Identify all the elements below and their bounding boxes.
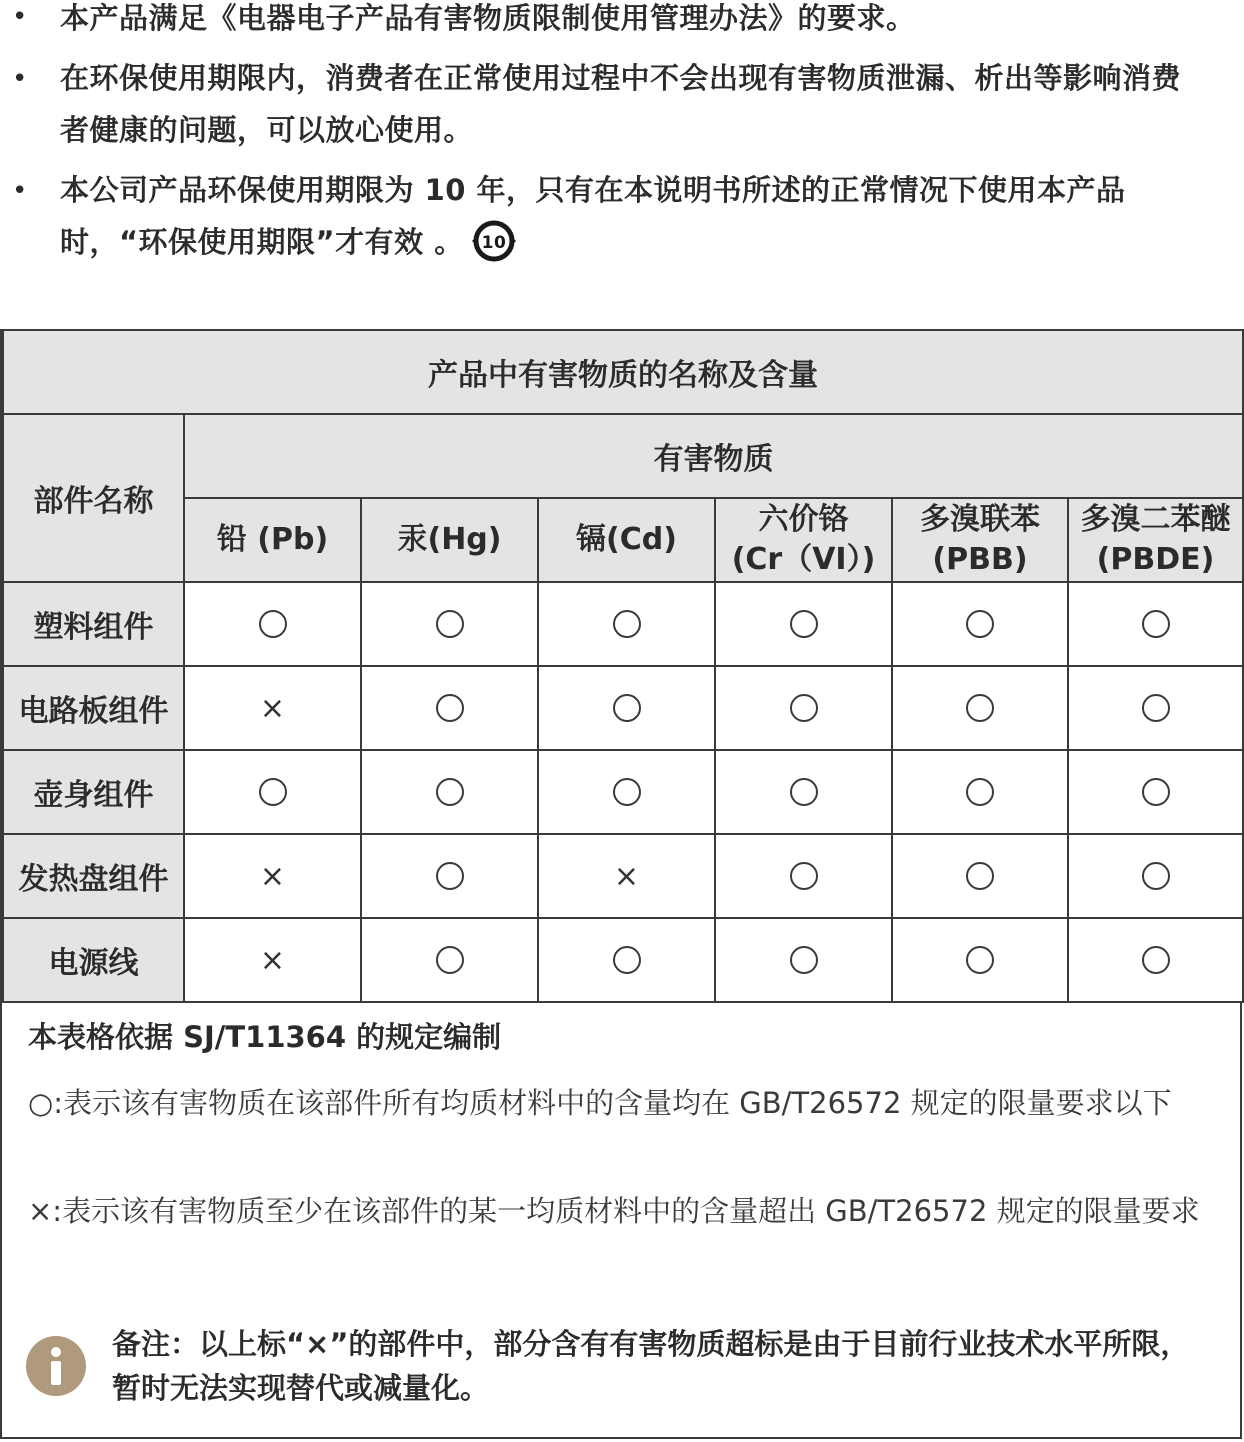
substance-mark-cell (1069, 835, 1244, 919)
remark-note: 备注：以上标“×”的部件中，部分含有有害物质超标是由于目前行业技术水平所限，暂时无法实现替代或减量化。 (112, 1327, 1190, 1405)
substance-mark-cell (716, 919, 893, 1003)
substance-header-mercury (362, 499, 539, 583)
substance-name: 镉(Cd) (576, 522, 677, 557)
statement-text: 本产品满足《电器电子产品有害物质限制使用管理办法》的要求。 (60, 1, 916, 35)
environmental-protection-period-icon (468, 218, 520, 264)
substance-mark-cell (539, 667, 716, 751)
compliant-circle-mark (436, 694, 464, 722)
substance-mark-cell (893, 751, 1069, 835)
bullet-dot: • (12, 176, 28, 206)
substance-header-chromium-vi (716, 499, 893, 583)
substance-mark-cell (362, 583, 539, 667)
compliant-circle-mark (790, 862, 818, 890)
env-icon-label: 10 (481, 233, 507, 253)
substance-mark-cell (716, 835, 893, 919)
compliant-circle-mark (966, 610, 994, 638)
compliant-circle-mark (259, 610, 287, 638)
cross-mark-legend: ×:表示该有害物质至少在该部件的某一均质材料中的含量超出 GB/T26572 规定的限量要求 (28, 1194, 1200, 1228)
compliant-circle-mark (1142, 778, 1170, 806)
bullet-dot: • (12, 2, 28, 32)
compliant-circle-mark (613, 694, 641, 722)
substance-mark-cell (716, 667, 893, 751)
compliant-circle-mark (1142, 610, 1170, 638)
substance-formula: (PBDE) (1096, 542, 1215, 577)
substance-name: 汞(Hg) (397, 522, 502, 557)
substance-mark-cell (1069, 667, 1244, 751)
bullet-dot: • (12, 64, 28, 94)
substance-mark-cell (185, 751, 362, 835)
substance-header-pbb (893, 499, 1069, 583)
part-name-header: 部件名称 (2, 415, 185, 583)
substance-mark-cell (539, 751, 716, 835)
hazardous-substance-header: 有害物质 (185, 415, 1244, 499)
substance-formula: (PBB) (932, 542, 1028, 577)
compliant-circle-mark (436, 778, 464, 806)
compliant-circle-mark (1142, 862, 1170, 890)
circle-mark-legend: ○:表示该有害物质在该部件所有均质材料中的含量均在 GB/T26572 规定的限量要求以下 (28, 1086, 1172, 1120)
part-name-cell: 电源线 (2, 919, 185, 1003)
info-icon (26, 1336, 86, 1396)
substance-mark-cell (362, 919, 539, 1003)
compliant-circle-mark (790, 946, 818, 974)
exceeds-cross-mark: × (259, 858, 286, 894)
substance-mark-cell (893, 919, 1069, 1003)
substance-name: 多溴联苯 (920, 502, 1040, 537)
substance-mark-cell (185, 667, 362, 751)
exceeds-cross-mark: × (259, 942, 286, 978)
compliant-circle-mark (966, 946, 994, 974)
substance-mark-cell (362, 667, 539, 751)
substance-mark-cell (539, 835, 716, 919)
substance-mark-cell (1069, 751, 1244, 835)
compliant-circle-mark (966, 862, 994, 890)
statement-text: 在环保使用期限内，消费者在正常使用过程中不会出现有害物质泄漏、析出等影响消费者健康的问题，可以放心使用。 (60, 61, 1182, 147)
compliant-circle-mark (1142, 694, 1170, 722)
substance-mark-cell (362, 751, 539, 835)
substance-mark-cell (893, 583, 1069, 667)
hazardous-substance-table (0, 329, 1242, 1439)
substance-name: 铅 (Pb) (216, 522, 329, 557)
standard-basis-note: 本表格依据 SJ/T11364 的规定编制 (28, 1020, 502, 1054)
exceeds-cross-mark: × (259, 690, 286, 726)
substance-mark-cell (1069, 919, 1244, 1003)
substance-mark-cell (362, 835, 539, 919)
part-name-cell: 发热盘组件 (2, 835, 185, 919)
part-name-cell: 电路板组件 (2, 667, 185, 751)
table-title: 产品中有害物质的名称及含量 (2, 329, 1244, 415)
substance-mark-cell (716, 751, 893, 835)
compliant-circle-mark (259, 778, 287, 806)
compliant-circle-mark (436, 946, 464, 974)
substance-mark-cell (893, 667, 1069, 751)
substance-header-pbde (1069, 499, 1244, 583)
substance-mark-cell (185, 583, 362, 667)
compliant-circle-mark (966, 694, 994, 722)
statement-text (60, 164, 1210, 268)
substance-name: 六价铬 (758, 502, 849, 537)
compliant-circle-mark (790, 610, 818, 638)
substance-mark-cell (185, 919, 362, 1003)
compliant-circle-mark (613, 778, 641, 806)
substance-header-lead (185, 499, 362, 583)
compliant-circle-mark (436, 862, 464, 890)
substance-mark-cell (1069, 583, 1244, 667)
compliant-circle-mark (966, 778, 994, 806)
exceeds-cross-mark: × (613, 858, 640, 894)
substance-mark-cell (539, 919, 716, 1003)
compliant-circle-mark (790, 694, 818, 722)
substance-name: 多溴二苯醚 (1080, 502, 1231, 537)
substance-mark-cell (893, 835, 1069, 919)
substance-mark-cell (539, 583, 716, 667)
part-name-cell: 壶身组件 (2, 751, 185, 835)
substance-formula: (Cr（VI）) (731, 542, 876, 577)
substance-mark-cell (185, 835, 362, 919)
compliant-circle-mark (436, 610, 464, 638)
statement-text-body: 本公司产品环保使用期限为 10 年，只有在本说明书所述的正常情况下使用本产品时，“环保使用期限”才有效 。 (60, 173, 1126, 259)
substance-header-cadmium (539, 499, 716, 583)
compliant-circle-mark (613, 610, 641, 638)
part-name-cell: 塑料组件 (2, 583, 185, 667)
compliant-circle-mark (1142, 946, 1170, 974)
compliant-circle-mark (790, 778, 818, 806)
compliant-circle-mark (613, 946, 641, 974)
substance-mark-cell (716, 583, 893, 667)
